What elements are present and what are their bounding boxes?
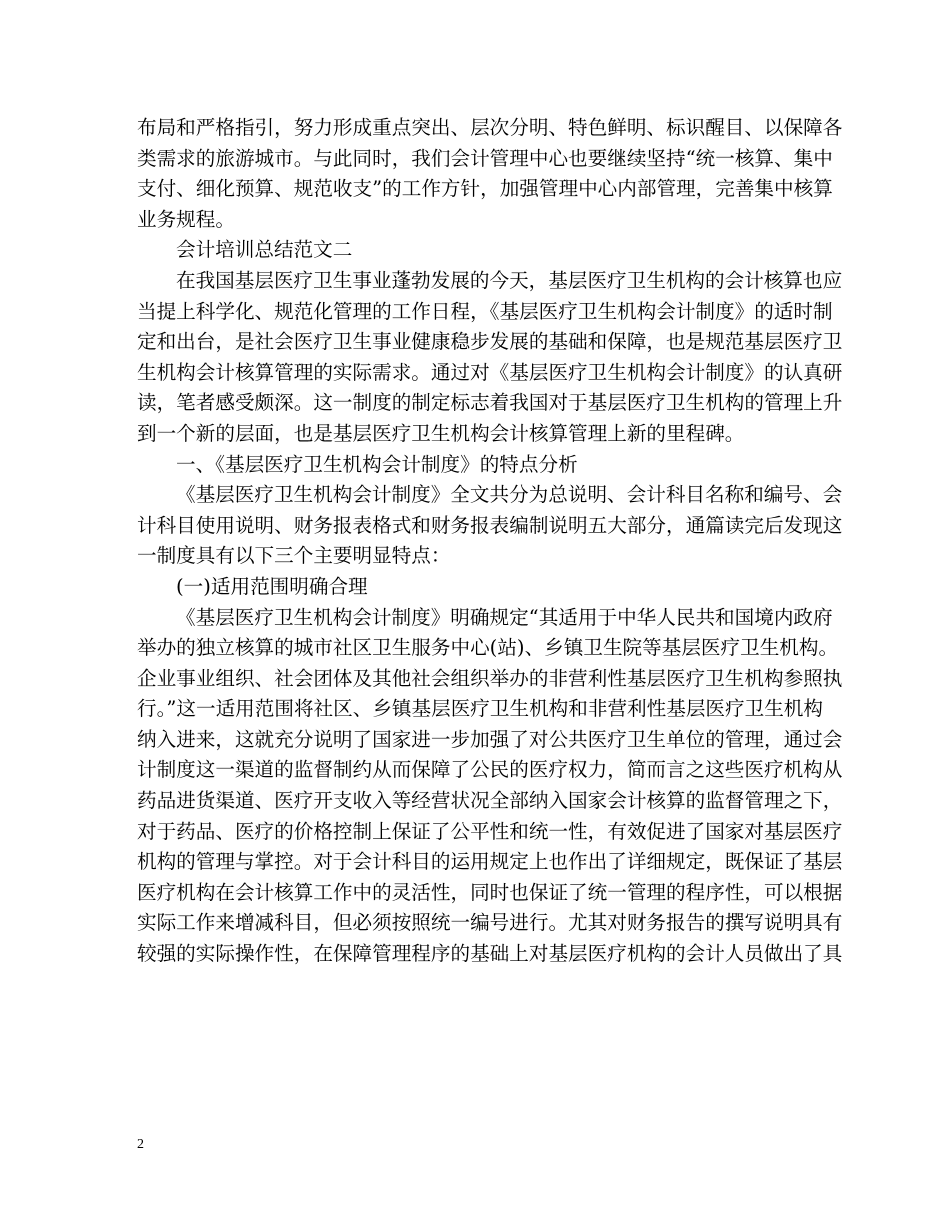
text-line: 定和出台，是社会医疗卫生事业健康稳步发展的基础和保障，也是规范基层医疗卫 (137, 330, 843, 354)
text-line: 《基层医疗卫生机构会计制度》明确规定“其适用于中华人民共和国境内政府 (176, 605, 833, 629)
text-line: 到一个新的层面，也是基层医疗卫生机构会计核算管理上新的里程碑。 (137, 421, 745, 445)
text-line: 纳入进来，这就充分说明了国家进一步加强了对公共医疗卫生单位的管理，通过会 (137, 727, 843, 751)
text-line: 支付、细化预算、规范收支”的工作方针，加强管理中心内部管理，完善集中核算 (137, 177, 833, 201)
text-line: 一制度具有以下三个主要明显特点： (137, 544, 451, 568)
text-line: 企业事业组织、社会团体及其他社会组织举办的非营利性基层医疗卫生机构参照执 (137, 666, 843, 690)
text-line: 《基层医疗卫生机构会计制度》全文共分为总说明、会计科目名称和编号、会 (176, 483, 843, 507)
text-line: 一、《基层医疗卫生机构会计制度》的特点分析 (176, 452, 578, 476)
text-line: 布局和严格指引，努力形成重点突出、层次分明、特色鲜明、标识醒目、以保障各 (137, 116, 843, 139)
text-line: 对于药品、医疗的价格控制上保证了公平性和统一性，有效促进了国家对基层医疗 (137, 819, 843, 843)
text-line: 医疗机构在会计核算工作中的灵活性，同时也保证了统一管理的程序性，可以根据 (137, 880, 843, 904)
text-line: 行。”这一适用范围将社区、乡镇基层医疗卫生机构和非营利性基层医疗卫生机构 (137, 697, 823, 721)
text-line: 当提上科学化、规范化管理的工作日程，《基层医疗卫生机构会计制度》的适时制 (137, 299, 833, 323)
text-line: 业务规程。 (137, 207, 235, 231)
text-line: 读，笔者感受颇深。这一制度的制定标志着我国对于基层医疗卫生机构的管理上升 (137, 391, 843, 415)
text-line: 较强的实际操作性，在保障管理程序的基础上对基层医疗机构的会计人员做出了具 (137, 942, 843, 966)
text-line: 类需求的旅游城市。与此同时，我们会计管理中心也要继续坚持“统一核算、集中 (137, 146, 833, 170)
text-line: 计科目使用说明、财务报表格式和财务报表编制说明五大部分，通篇读完后发现这 (137, 513, 843, 537)
text-line: 会计培训总结范文二 (176, 238, 353, 262)
page-number: 2 (137, 1137, 144, 1152)
text-line: 机构的管理与掌控。对于会计科目的运用规定上也作出了详细规定，既保证了基层 (137, 850, 843, 874)
text-line: 实际工作来增减科目，但必须按照统一编号进行。尤其对财务报告的撰写说明具有 (137, 911, 843, 935)
text-line: 计制度这一渠道的监督制约从而保障了公民的医疗权力，简而言之这些医疗机构从 (137, 758, 843, 782)
text-line: 在我国基层医疗卫生事业蓬勃发展的今天，基层医疗卫生机构的会计核算也应 (176, 268, 843, 292)
text-line: 举办的独立核算的城市社区卫生服务中心(站)、乡镇卫生院等基层医疗卫生机构。 (137, 636, 839, 660)
text-line: (一)适用范围明确合理 (176, 574, 368, 598)
text-line: 药品进货渠道、医疗开支收入等经营状况全部纳入国家会计核算的监督管理之下， (137, 789, 843, 813)
document-body (137, 113, 843, 970)
text-line: 生机构会计核算管理的实际需求。通过对《基层医疗卫生机构会计制度》的认真研 (137, 360, 843, 384)
